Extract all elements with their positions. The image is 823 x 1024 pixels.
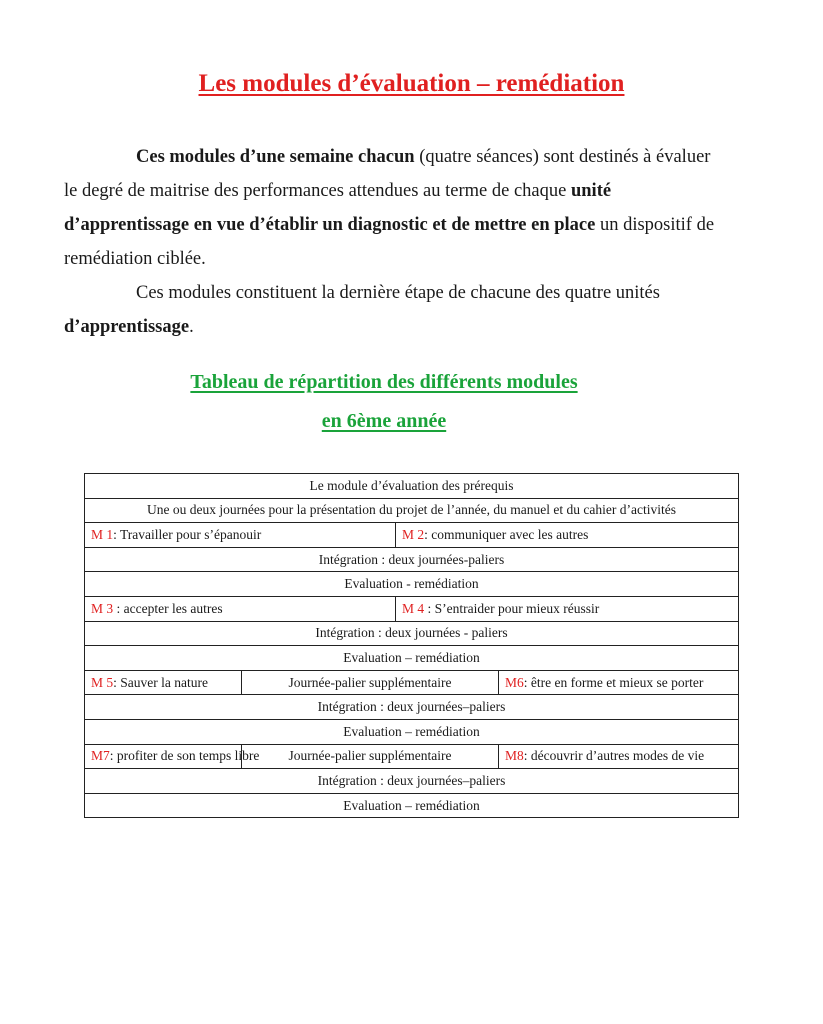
intro-p1-rest-b: un dispositif de remédiation ciblée. bbox=[64, 215, 715, 269]
intro-p1-bold-mid: unité d’apprentissage en vue d’établir un diagnostic et de mettre en place bbox=[64, 181, 612, 235]
prerequis-cell: Le module d’évaluation des prérequis bbox=[85, 474, 739, 499]
module-cell-m1 bbox=[85, 523, 396, 548]
module-label: : accepter les autres bbox=[113, 600, 223, 616]
table-title-line-1: Tableau de répartition des différents modules bbox=[190, 371, 578, 393]
intro-p2-start: Ces modules constituent la dernière étape de chacune des quatre unités bbox=[136, 283, 660, 303]
module-cell-m2 bbox=[396, 523, 739, 548]
module-cell-m7 bbox=[85, 744, 260, 769]
table-row bbox=[85, 572, 739, 597]
module-label: : Travailler pour s’épanouir bbox=[113, 526, 262, 542]
table-row bbox=[85, 474, 739, 499]
evaluation-cell: Evaluation – remédiation bbox=[85, 719, 739, 744]
module-cell-m3 bbox=[85, 596, 396, 621]
evaluation-cell: Evaluation – remédiation bbox=[85, 646, 739, 671]
table-row bbox=[85, 793, 739, 818]
evaluation-cell: Evaluation - remédiation bbox=[85, 572, 739, 597]
module-label: : découvrir d’autres modes de vie bbox=[523, 748, 705, 764]
integration-cell: Intégration : deux journées–paliers bbox=[85, 695, 739, 720]
intro-text bbox=[64, 140, 724, 344]
table-row bbox=[85, 646, 739, 671]
intro-p1-bold-start: Ces modules d’une semaine chacun bbox=[136, 147, 415, 167]
intro-paragraph-2 bbox=[64, 276, 724, 344]
table-title-line-2: en 6ème année bbox=[321, 410, 447, 432]
module-code: M 4 bbox=[402, 600, 425, 616]
module-code: M 5 bbox=[91, 674, 114, 690]
intro-paragraph-1 bbox=[64, 140, 724, 276]
integration-cell: Intégration : deux journées-paliers bbox=[85, 547, 739, 572]
module-code: M6 bbox=[505, 674, 524, 690]
presentation-cell: Une ou deux journées pour la présentation du projet de l’année, du manuel et du cahier d’activités bbox=[85, 498, 739, 523]
table-row bbox=[85, 670, 739, 695]
module-code: M8 bbox=[505, 748, 524, 764]
table-row bbox=[85, 523, 739, 548]
module-code: M7 bbox=[91, 748, 110, 764]
table-row bbox=[85, 744, 739, 769]
module-cell-m6 bbox=[499, 670, 739, 695]
module-cell-m8 bbox=[499, 744, 739, 769]
evaluation-cell: Evaluation – remédiation bbox=[85, 793, 739, 818]
module-cell-m5 bbox=[85, 670, 242, 695]
palier-supplementaire-cell: Journée-palier supplémentaire bbox=[242, 744, 499, 769]
module-label: : profiter de son temps libre bbox=[109, 748, 260, 764]
integration-cell: Intégration : deux journées - paliers bbox=[85, 621, 739, 646]
intro-p2-end: . bbox=[189, 317, 194, 337]
integration-cell: Intégration : deux journées–paliers bbox=[85, 769, 739, 794]
intro-p1-rest-a: (quatre séances) sont destinés à évaluer le degré de maitrise des performances attendues au terme de chaque bbox=[64, 147, 711, 201]
table-row bbox=[85, 695, 739, 720]
module-label: : S’entraider pour mieux réussir bbox=[424, 600, 600, 616]
table-row bbox=[85, 769, 739, 794]
table-row bbox=[85, 719, 739, 744]
module-cell-m4 bbox=[396, 596, 739, 621]
table-row bbox=[85, 498, 739, 523]
intro-p2-bold: d’apprentissage bbox=[64, 317, 190, 337]
module-label: : communiquer avec les autres bbox=[424, 526, 589, 542]
modules-table bbox=[84, 473, 739, 818]
table-row bbox=[85, 621, 739, 646]
module-code: M 1 bbox=[91, 526, 114, 542]
module-code: M 2 bbox=[402, 526, 425, 542]
palier-supplementaire-cell: Journée-palier supplémentaire bbox=[242, 670, 499, 695]
module-code: M 3 bbox=[91, 600, 114, 616]
table-row bbox=[85, 596, 739, 621]
page-title: Les modules d’évaluation – remédiation bbox=[198, 70, 625, 97]
module-label: : Sauver la nature bbox=[113, 674, 208, 690]
table-row bbox=[85, 547, 739, 572]
module-label: : être en forme et mieux se porter bbox=[523, 674, 704, 690]
